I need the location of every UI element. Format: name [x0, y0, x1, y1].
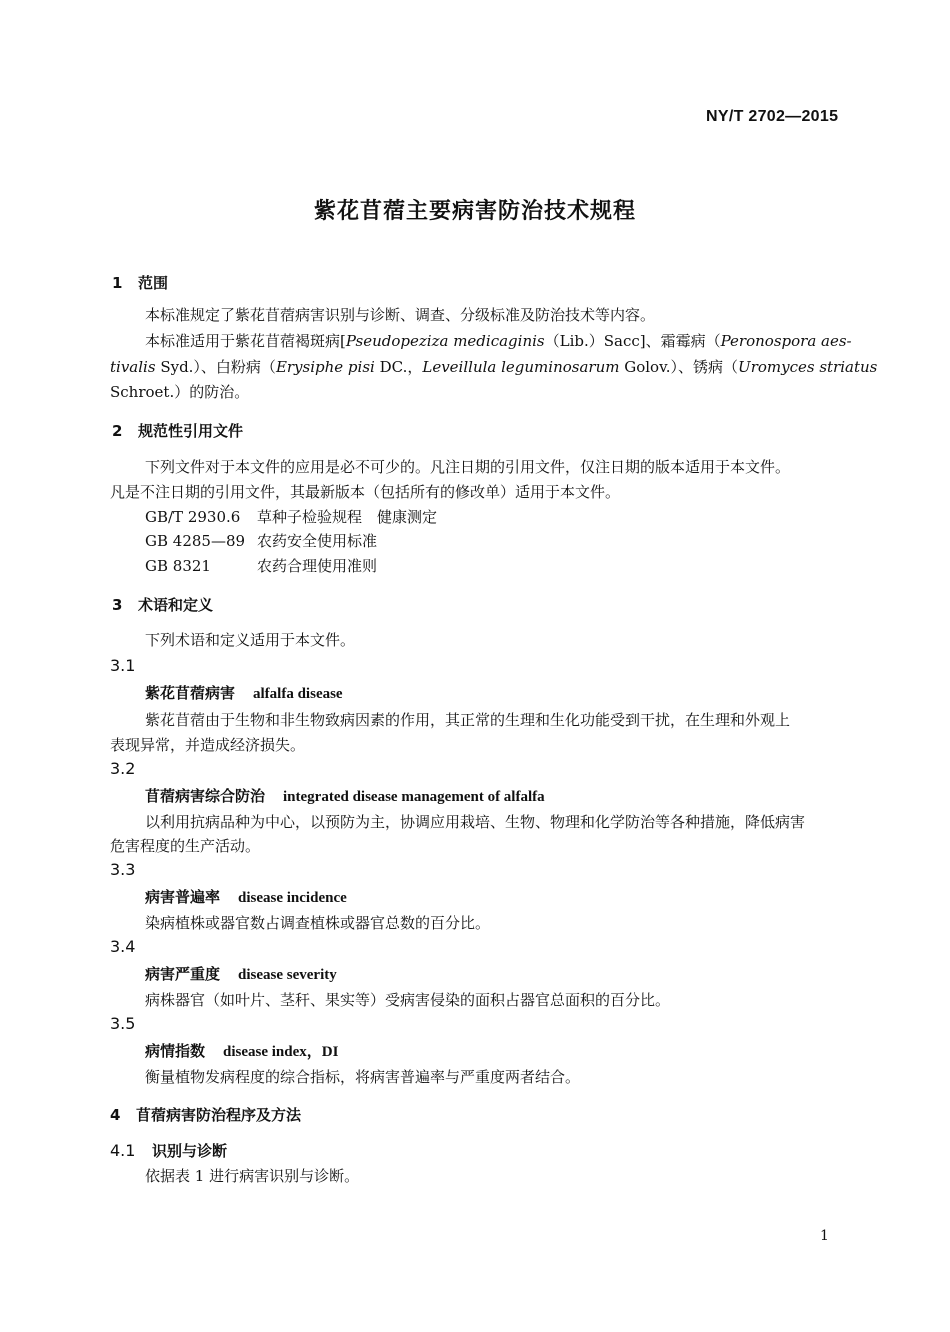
term-definition: 表现异常，并造成经济损失。 — [110, 736, 306, 754]
term-title — [145, 682, 343, 703]
paragraph: 本标准规定了紫花苜蓿病害识别与诊断、调查、分级标准及防治技术等内容。 — [145, 306, 656, 324]
paragraph: 下列术语和定义适用于本文件。 — [145, 631, 356, 649]
term-definition: 染病植株或器官数占调查植株或器官总数的百分比。 — [145, 914, 491, 932]
paragraph-line — [110, 356, 877, 377]
term-number: 3.3 — [110, 860, 136, 879]
reference-name: 农药安全使用标准 — [257, 532, 378, 550]
reference-code: GB/T 2930.6 — [145, 508, 241, 526]
term-zh: 病情指数 — [145, 1042, 206, 1060]
section-3-heading — [112, 594, 213, 615]
text: Golov.）、锈病（ — [619, 358, 739, 376]
term-title — [145, 1040, 338, 1061]
section-1-heading — [112, 272, 168, 293]
term-number: 3.2 — [110, 759, 136, 778]
term-en: disease incidence — [238, 890, 347, 906]
species-name: Pseudopeziza medicaginis — [345, 332, 545, 350]
paragraph-line: 凡是不注日期的引用文件，其最新版本（包括所有的修改单）适用于本文件。 — [110, 483, 621, 501]
paragraph-line: 下列文件对于本文件的应用是必不可少的。凡注日期的引用文件，仅注日期的版本适用于本文件。 — [145, 458, 791, 476]
term-number: 3.1 — [110, 656, 136, 675]
reference-item — [145, 530, 377, 551]
term-title — [145, 886, 347, 907]
term-definition: 危害程度的生产活动。 — [110, 837, 261, 855]
text: DC.， — [374, 358, 423, 376]
term-title — [145, 785, 545, 806]
section-title: 范围 — [138, 274, 169, 292]
section-title: 苜蓿病害防治程序及方法 — [136, 1106, 302, 1124]
section-number: 2 — [112, 422, 123, 440]
term-zh: 紫花苜蓿病害 — [145, 684, 236, 702]
reference-code: GB 4285—89 — [145, 532, 246, 550]
term-en: disease index，DI — [223, 1044, 339, 1060]
term-en: disease severity — [238, 967, 337, 983]
page-number: 1 — [820, 1228, 829, 1244]
paragraph: 依据表 1 进行病害识别与诊断。 — [145, 1167, 360, 1185]
section-number: 3 — [112, 596, 123, 614]
section-number: 4 — [110, 1106, 121, 1124]
text: （Lib.）Sacc]、霜霉病（ — [544, 332, 721, 350]
section-title: 规范性引用文件 — [138, 422, 244, 440]
term-number: 3.4 — [110, 937, 136, 956]
document-title: 紫花苜蓿主要病害防治技术规程 — [313, 199, 636, 224]
subsection-number: 4.1 — [110, 1141, 136, 1160]
subsection-4-1-heading — [110, 1140, 227, 1161]
species-name: tivalis — [110, 358, 156, 376]
text: 本标准适用于紫花苜蓿褐斑病[ — [145, 332, 346, 350]
section-2-heading — [112, 420, 243, 441]
term-definition: 衡量植物发病程度的综合指标，将病害普遍率与严重度两者结合。 — [145, 1068, 581, 1086]
standard-number: NY/T 2702—2015 — [706, 108, 839, 125]
reference-item — [145, 555, 377, 576]
species-name: Erysiphe pisi — [275, 358, 375, 376]
term-definition: 病株器官（如叶片、茎秆、果实等）受病害侵染的面积占器官总面积的百分比。 — [145, 991, 671, 1009]
term-title — [145, 963, 337, 984]
species-name: Leveillula leguminosarum — [422, 358, 620, 376]
term-zh: 病害普遍率 — [145, 888, 221, 906]
reference-item — [145, 506, 437, 527]
text: Syd.）、白粉病（ — [155, 358, 276, 376]
subsection-title: 识别与诊断 — [152, 1142, 228, 1160]
paragraph-line — [145, 330, 852, 351]
term-definition: 紫花苜蓿由于生物和非生物致病因素的作用，其正常的生理和生化功能受到干扰，在生理和外观上 — [145, 711, 791, 729]
term-zh: 病害严重度 — [145, 965, 221, 983]
term-number: 3.5 — [110, 1014, 136, 1033]
section-4-heading — [110, 1104, 301, 1125]
section-title: 术语和定义 — [138, 596, 214, 614]
reference-code: GB 8321 — [145, 557, 211, 575]
species-name: Peronospora aes- — [720, 332, 852, 350]
section-number: 1 — [112, 274, 123, 292]
term-zh: 苜蓿病害综合防治 — [145, 787, 266, 805]
reference-name: 农药合理使用准则 — [257, 557, 378, 575]
term-definition: 以利用抗病品种为中心，以预防为主，协调应用栽培、生物、物理和化学防治等各种措施，降低病害 — [145, 813, 806, 831]
term-en: alfalfa disease — [253, 686, 343, 702]
paragraph-line: Schroet.）的防治。 — [110, 383, 250, 401]
term-en: integrated disease management of alfalfa — [283, 789, 545, 805]
species-name: Uromyces striatus — [738, 358, 878, 376]
reference-name: 草种子检验规程 健康测定 — [257, 508, 438, 526]
